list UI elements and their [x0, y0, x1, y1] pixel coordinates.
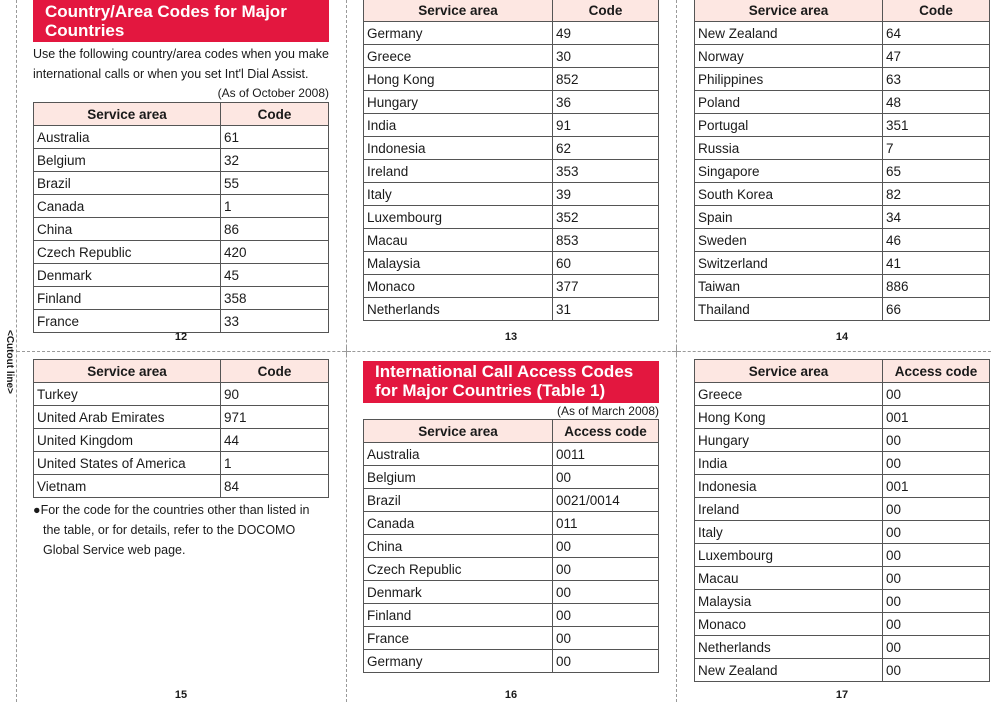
table-row	[695, 498, 990, 521]
service-area-cell: Monaco	[364, 275, 553, 298]
service-area-cell: Luxembourg	[364, 206, 553, 229]
table-row	[364, 91, 659, 114]
code-cell: 66	[883, 298, 990, 321]
page-number: 12	[174, 331, 188, 343]
service-area-cell: China	[34, 218, 221, 241]
code-cell: 47	[883, 45, 990, 68]
code-cell: 84	[221, 475, 329, 498]
table-row	[364, 160, 659, 183]
code-cell: 34	[883, 206, 990, 229]
access-code-table	[694, 359, 990, 682]
code-cell: 377	[553, 275, 659, 298]
country-code-table	[33, 102, 329, 333]
country-code-table	[363, 0, 659, 321]
code-cell: 00	[883, 659, 990, 682]
code-cell: 45	[221, 264, 329, 287]
table-row	[695, 544, 990, 567]
code-cell: 971	[221, 406, 329, 429]
service-area-cell: Netherlands	[364, 298, 553, 321]
code-cell: 00	[883, 498, 990, 521]
code-cell: 82	[883, 183, 990, 206]
table-row	[695, 475, 990, 498]
table-row	[34, 406, 329, 429]
table-row	[34, 264, 329, 287]
table-row	[695, 521, 990, 544]
page-number: 15	[174, 689, 188, 701]
column-header-access-code: Access code	[883, 360, 990, 383]
code-cell: 358	[221, 287, 329, 310]
code-cell: 32	[221, 149, 329, 172]
bullet-icon: ●	[33, 503, 41, 517]
code-cell: 55	[221, 172, 329, 195]
code-cell: 00	[553, 604, 659, 627]
service-area-cell: Germany	[364, 650, 553, 673]
code-cell: 00	[553, 558, 659, 581]
service-area-cell: Macau	[364, 229, 553, 252]
code-cell: 00	[553, 650, 659, 673]
table-row	[34, 126, 329, 149]
page-divider-horizontal	[17, 351, 991, 352]
service-area-cell: Hungary	[364, 91, 553, 114]
code-cell: 00	[553, 466, 659, 489]
code-cell: 31	[553, 298, 659, 321]
service-area-cell: Taiwan	[695, 275, 883, 298]
column-header-service-area: Service area	[695, 0, 883, 22]
code-cell: 7	[883, 137, 990, 160]
service-area-cell: United Arab Emirates	[34, 406, 221, 429]
service-area-cell: Canada	[364, 512, 553, 535]
table-row	[364, 650, 659, 673]
column-header-code: Code	[221, 103, 329, 126]
table-row	[364, 535, 659, 558]
service-area-cell: Luxembourg	[695, 544, 883, 567]
code-cell: 65	[883, 160, 990, 183]
intro-text: Use the following country/area codes when you make international calls or when you set Int'l Dial Assist.	[33, 47, 329, 81]
code-cell: 41	[883, 252, 990, 275]
code-cell: 90	[221, 383, 329, 406]
table-row	[364, 558, 659, 581]
service-area-cell: Malaysia	[364, 252, 553, 275]
code-cell: 36	[553, 91, 659, 114]
code-cell: 00	[883, 590, 990, 613]
column-header-service-area: Service area	[695, 360, 883, 383]
service-area-cell: Macau	[695, 567, 883, 590]
column-header-service-area: Service area	[364, 420, 553, 443]
code-cell: 49	[553, 22, 659, 45]
code-cell: 61	[221, 126, 329, 149]
code-cell: 886	[883, 275, 990, 298]
code-cell: 0011	[553, 443, 659, 466]
service-area-cell: Singapore	[695, 160, 883, 183]
table-row	[695, 229, 990, 252]
table-row	[364, 512, 659, 535]
service-area-cell: India	[364, 114, 553, 137]
service-area-cell: Malaysia	[695, 590, 883, 613]
table-row	[695, 636, 990, 659]
table-row	[364, 627, 659, 650]
table-row	[34, 149, 329, 172]
table-row	[34, 310, 329, 333]
code-cell: 91	[553, 114, 659, 137]
code-cell: 352	[553, 206, 659, 229]
table-row	[695, 567, 990, 590]
table-row	[695, 183, 990, 206]
table-row	[34, 452, 329, 475]
service-area-cell: Italy	[364, 183, 553, 206]
code-cell: 30	[553, 45, 659, 68]
table-row	[695, 45, 990, 68]
code-cell: 351	[883, 114, 990, 137]
table-row	[695, 383, 990, 406]
page-number: 16	[504, 689, 518, 701]
code-cell: 001	[883, 475, 990, 498]
table-row	[695, 206, 990, 229]
service-area-cell: Finland	[34, 287, 221, 310]
table-row	[695, 137, 990, 160]
section-title: International Call Access Codes for Major Countries (Table 1)	[363, 361, 659, 403]
code-cell: 48	[883, 91, 990, 114]
code-cell: 00	[883, 544, 990, 567]
column-header-code: Code	[553, 0, 659, 22]
country-code-table	[694, 0, 990, 321]
table-row	[34, 218, 329, 241]
footnote	[33, 500, 329, 560]
table-row	[34, 172, 329, 195]
code-cell: 62	[553, 137, 659, 160]
service-area-cell: Greece	[364, 45, 553, 68]
cutout-line-label: <Cutout line>	[4, 330, 15, 394]
table-row	[364, 22, 659, 45]
table-row	[34, 475, 329, 498]
service-area-cell: Indonesia	[695, 475, 883, 498]
service-area-cell: Australia	[34, 126, 221, 149]
access-code-table	[363, 419, 659, 673]
service-area-cell: Germany	[364, 22, 553, 45]
service-area-cell: Hong Kong	[695, 406, 883, 429]
table-row	[695, 613, 990, 636]
service-area-cell: Denmark	[364, 581, 553, 604]
service-area-cell: United Kingdom	[34, 429, 221, 452]
service-area-cell: United States of America	[34, 452, 221, 475]
table-row	[695, 298, 990, 321]
service-area-cell: Belgium	[34, 149, 221, 172]
service-area-cell: Czech Republic	[34, 241, 221, 264]
table-row	[695, 590, 990, 613]
code-cell: 00	[883, 521, 990, 544]
code-cell: 353	[553, 160, 659, 183]
service-area-cell: Canada	[34, 195, 221, 218]
service-area-cell: Czech Republic	[364, 558, 553, 581]
service-area-cell: Turkey	[34, 383, 221, 406]
table-row	[364, 114, 659, 137]
service-area-cell: Ireland	[364, 160, 553, 183]
code-cell: 420	[221, 241, 329, 264]
table-row	[364, 206, 659, 229]
service-area-cell: Finland	[364, 604, 553, 627]
service-area-cell: Philippines	[695, 68, 883, 91]
column-header-code: Code	[883, 0, 990, 22]
page-15	[33, 359, 329, 560]
service-area-cell: Indonesia	[364, 137, 553, 160]
table-row	[364, 229, 659, 252]
page-17	[694, 359, 990, 682]
service-area-cell: Thailand	[695, 298, 883, 321]
table-row	[364, 443, 659, 466]
code-cell: 00	[553, 627, 659, 650]
code-cell: 00	[883, 636, 990, 659]
section-title: Country/Area Codes for Major Countries	[33, 0, 329, 42]
code-cell: 852	[553, 68, 659, 91]
table-row	[364, 275, 659, 298]
code-cell: 00	[883, 452, 990, 475]
service-area-cell: Italy	[695, 521, 883, 544]
table-row	[34, 241, 329, 264]
code-cell: 001	[883, 406, 990, 429]
table-row	[695, 68, 990, 91]
table-row	[695, 114, 990, 137]
table-row	[364, 298, 659, 321]
table-row	[364, 581, 659, 604]
code-cell: 44	[221, 429, 329, 452]
column-header-service-area: Service area	[34, 103, 221, 126]
code-cell: 64	[883, 22, 990, 45]
service-area-cell: Greece	[695, 383, 883, 406]
table-row	[364, 604, 659, 627]
code-cell: 00	[553, 581, 659, 604]
page-number: 17	[835, 689, 849, 701]
page-12	[33, 0, 329, 333]
service-area-cell: Ireland	[695, 498, 883, 521]
crop-mark-icon	[672, 347, 681, 356]
table-row	[695, 275, 990, 298]
table-row	[364, 183, 659, 206]
column-header-code: Code	[221, 360, 329, 383]
service-area-cell: India	[695, 452, 883, 475]
code-cell: 63	[883, 68, 990, 91]
service-area-cell: New Zealand	[695, 659, 883, 682]
crop-mark-icon	[342, 347, 351, 356]
code-cell: 00	[883, 429, 990, 452]
table-row	[34, 195, 329, 218]
service-area-cell: Brazil	[34, 172, 221, 195]
table-row	[695, 91, 990, 114]
page-13	[363, 0, 659, 321]
service-area-cell: New Zealand	[695, 22, 883, 45]
page-16	[363, 361, 659, 673]
column-header-access-code: Access code	[553, 420, 659, 443]
page-number: 14	[835, 331, 849, 343]
service-area-cell: Hong Kong	[364, 68, 553, 91]
code-cell: 00	[883, 567, 990, 590]
column-header-service-area: Service area	[364, 0, 553, 22]
service-area-cell: Denmark	[34, 264, 221, 287]
code-cell: 853	[553, 229, 659, 252]
service-area-cell: Australia	[364, 443, 553, 466]
service-area-cell: Monaco	[695, 613, 883, 636]
table-row	[364, 252, 659, 275]
service-area-cell: France	[34, 310, 221, 333]
code-cell: 00	[883, 613, 990, 636]
table-row	[364, 489, 659, 512]
table-row	[364, 45, 659, 68]
service-area-cell: Portugal	[695, 114, 883, 137]
table-row	[364, 137, 659, 160]
service-area-cell: Hungary	[695, 429, 883, 452]
page-number: 13	[504, 331, 518, 343]
column-header-service-area: Service area	[34, 360, 221, 383]
table-row	[695, 22, 990, 45]
country-code-table	[33, 359, 329, 498]
code-cell: 1	[221, 195, 329, 218]
table-row	[695, 252, 990, 275]
table-row	[364, 466, 659, 489]
service-area-cell: Sweden	[695, 229, 883, 252]
service-area-cell: China	[364, 535, 553, 558]
code-cell: 39	[553, 183, 659, 206]
code-cell: 1	[221, 452, 329, 475]
service-area-cell: Norway	[695, 45, 883, 68]
footnote-text: For the code for the countries other than listed in the table, or for details, refer to the DOCOMO Global Service web page.	[40, 503, 310, 557]
table-row	[34, 429, 329, 452]
code-cell: 60	[553, 252, 659, 275]
service-area-cell: South Korea	[695, 183, 883, 206]
table-row	[695, 429, 990, 452]
code-cell: 33	[221, 310, 329, 333]
code-cell: 00	[553, 535, 659, 558]
table-row	[695, 659, 990, 682]
code-cell: 0021/0014	[553, 489, 659, 512]
code-cell: 86	[221, 218, 329, 241]
service-area-cell: Vietnam	[34, 475, 221, 498]
table-row	[364, 68, 659, 91]
table-row	[34, 287, 329, 310]
table-row	[695, 452, 990, 475]
as-of-date: (As of March 2008)	[556, 404, 659, 418]
code-cell: 46	[883, 229, 990, 252]
table-row	[695, 160, 990, 183]
table-row	[695, 406, 990, 429]
service-area-cell: Belgium	[364, 466, 553, 489]
code-cell: 011	[553, 512, 659, 535]
service-area-cell: Spain	[695, 206, 883, 229]
service-area-cell: Poland	[695, 91, 883, 114]
service-area-cell: France	[364, 627, 553, 650]
service-area-cell: Netherlands	[695, 636, 883, 659]
as-of-date: (As of October 2008)	[217, 86, 329, 100]
service-area-cell: Russia	[695, 137, 883, 160]
table-row	[34, 383, 329, 406]
page-14	[694, 0, 990, 321]
service-area-cell: Brazil	[364, 489, 553, 512]
service-area-cell: Switzerland	[695, 252, 883, 275]
code-cell: 00	[883, 383, 990, 406]
